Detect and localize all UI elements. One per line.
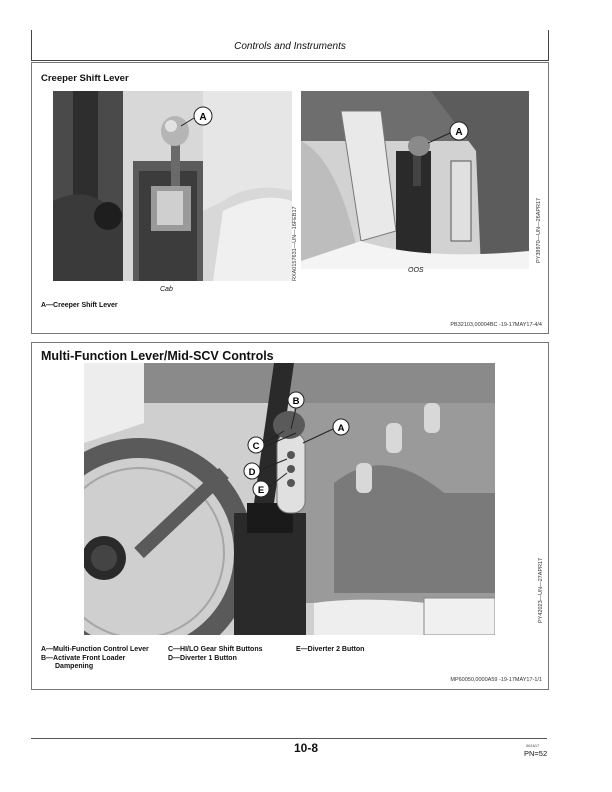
cab-photo (53, 91, 292, 281)
legend-d: D—Diverter 1 Button (168, 654, 237, 662)
legend-e: E—Diverter 2 Button (296, 646, 365, 653)
creeper-doc-ref: PB32103,00004BC -19-17MAY17-4/4 (450, 322, 542, 328)
mfl-ref-id: PY42023—UN—27APR17 (538, 557, 544, 623)
creeper-section (31, 62, 549, 334)
cab-ref-id: RXA0157631—UN—16FEB17 (292, 206, 298, 281)
header-title: Controls and Instruments (234, 41, 346, 52)
mfl-title: Multi-Function Lever/Mid-SCV Controls (41, 349, 274, 363)
callout-b: B (292, 396, 300, 407)
cab-callout-a: A (199, 112, 207, 123)
mfl-photo (84, 363, 495, 635)
callout-c: C (252, 441, 260, 452)
page-header (31, 30, 549, 61)
footer-code: 061617 (526, 743, 540, 748)
mfl-doc-ref: MP60050,0000A59 -19-17MAY17-1/1 (450, 677, 542, 683)
legend-b: B—Activate Front Loader (41, 654, 126, 662)
legend-b-cont: Dampening (55, 663, 94, 670)
mfl-legend-col3 (296, 646, 364, 655)
oos-ref-id: PY39970—UN—26APR17 (536, 197, 542, 263)
oos-caption: OOS (408, 267, 424, 274)
callout-a: A (337, 423, 345, 434)
callout-d: D (248, 467, 256, 478)
footer-divider (31, 738, 547, 739)
legend-c: C—HI/LO Gear Shift Buttons (168, 646, 263, 653)
mfl-legend-col1 (41, 646, 149, 672)
oos-photo (301, 91, 529, 269)
callout-e: E (257, 485, 265, 496)
creeper-title: Creeper Shift Lever (41, 73, 129, 84)
mfl-legend-col2 (168, 646, 263, 663)
creeper-legend: A—Creeper Shift Lever (41, 302, 118, 309)
page-number: 10-8 (293, 741, 319, 755)
legend-a: A—Multi-Function Control Lever (41, 646, 149, 653)
pn-label: PN=52 (524, 749, 548, 758)
cab-caption: Cab (160, 286, 173, 293)
mfl-section (31, 342, 549, 690)
oos-callout-a: A (455, 127, 463, 138)
